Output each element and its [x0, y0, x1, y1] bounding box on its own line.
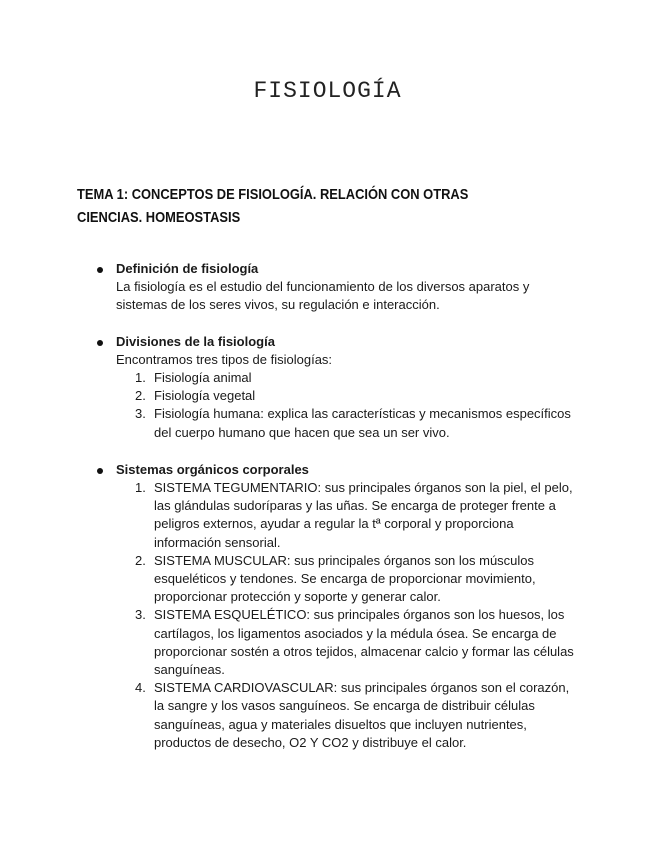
bullet-icon	[97, 267, 103, 273]
list-item	[135, 369, 575, 387]
sistemas-list	[135, 479, 575, 752]
item-number: 2.	[135, 552, 146, 568]
list-item	[135, 679, 575, 752]
item-number: 1.	[135, 370, 146, 385]
section-title: Definición de fisiología	[116, 261, 259, 276]
section-title: Sistemas orgánicos corporales	[116, 462, 309, 477]
page-title: FISIOLOGÍA	[253, 78, 402, 104]
list-item	[135, 479, 575, 552]
item-text: Fisiología humana: explica las características y mecanismos específicos del cuerpo humano que hacen que sea un ser vivo.	[154, 406, 571, 440]
item-number: 4.	[135, 680, 146, 696]
section-title: Divisiones de la fisiología	[116, 334, 275, 349]
section-text: Encontramos tres tipos de fisiologías:	[116, 352, 333, 367]
item-text: Fisiología vegetal	[154, 388, 256, 404]
topic-heading: TEMA 1: CONCEPTOS DE FISIOLOGÍA. RELACIÓN CON OTRAS CIENCIAS. HOMEOSTASIS	[77, 186, 469, 226]
list-item	[135, 387, 575, 405]
item-number: 3.	[135, 406, 146, 422]
item-text: SISTEMA TEGUMENTARIO: sus principales órganos son la piel, el pelo, las glándulas sudoríparas y las uñas. Se encarga de proteger frente a peligros externos, ayudar a regular la tª corporal y proporciona información sensorial.	[154, 480, 573, 550]
list-item	[135, 552, 575, 607]
item-number: 1.	[135, 480, 146, 495]
item-number: 2.	[135, 388, 146, 404]
item-text: SISTEMA ESQUELÉTICO: sus principales órganos son los huesos, los cartílagos, los ligamentos asociados y la médula ósea. Se encarga de proporcionar sostén a otros tejidos, almacenar calcio y formar las células sanguíneas.	[154, 607, 574, 678]
list-item	[135, 405, 575, 441]
list-item	[135, 606, 575, 679]
bullet-icon	[97, 468, 103, 474]
divisiones-list	[135, 369, 575, 442]
section-text: La fisiología es el estudio del funcionamiento de los diversos aparatos y sistemas de los seres vivos, su regulación e interacción.	[116, 279, 530, 313]
item-text: SISTEMA CARDIOVASCULAR: sus principales órganos son el corazón, la sangre y los vasos sanguíneos. Se encarga de distribuir células sanguíneas, agua y materiales disueltos que incluyen nutrientes, productos de desecho, O2 Y CO2 y distribuye el calor.	[154, 680, 570, 750]
bullet-icon	[97, 340, 103, 346]
item-text: Fisiología animal	[154, 370, 252, 385]
item-number: 3.	[135, 607, 146, 623]
item-text: SISTEMA MUSCULAR: sus principales órganos son los músculos esqueléticos y tendones. Se encarga de proporcionar movimiento, proporcionar protección y soporte y generar calor.	[154, 552, 536, 605]
